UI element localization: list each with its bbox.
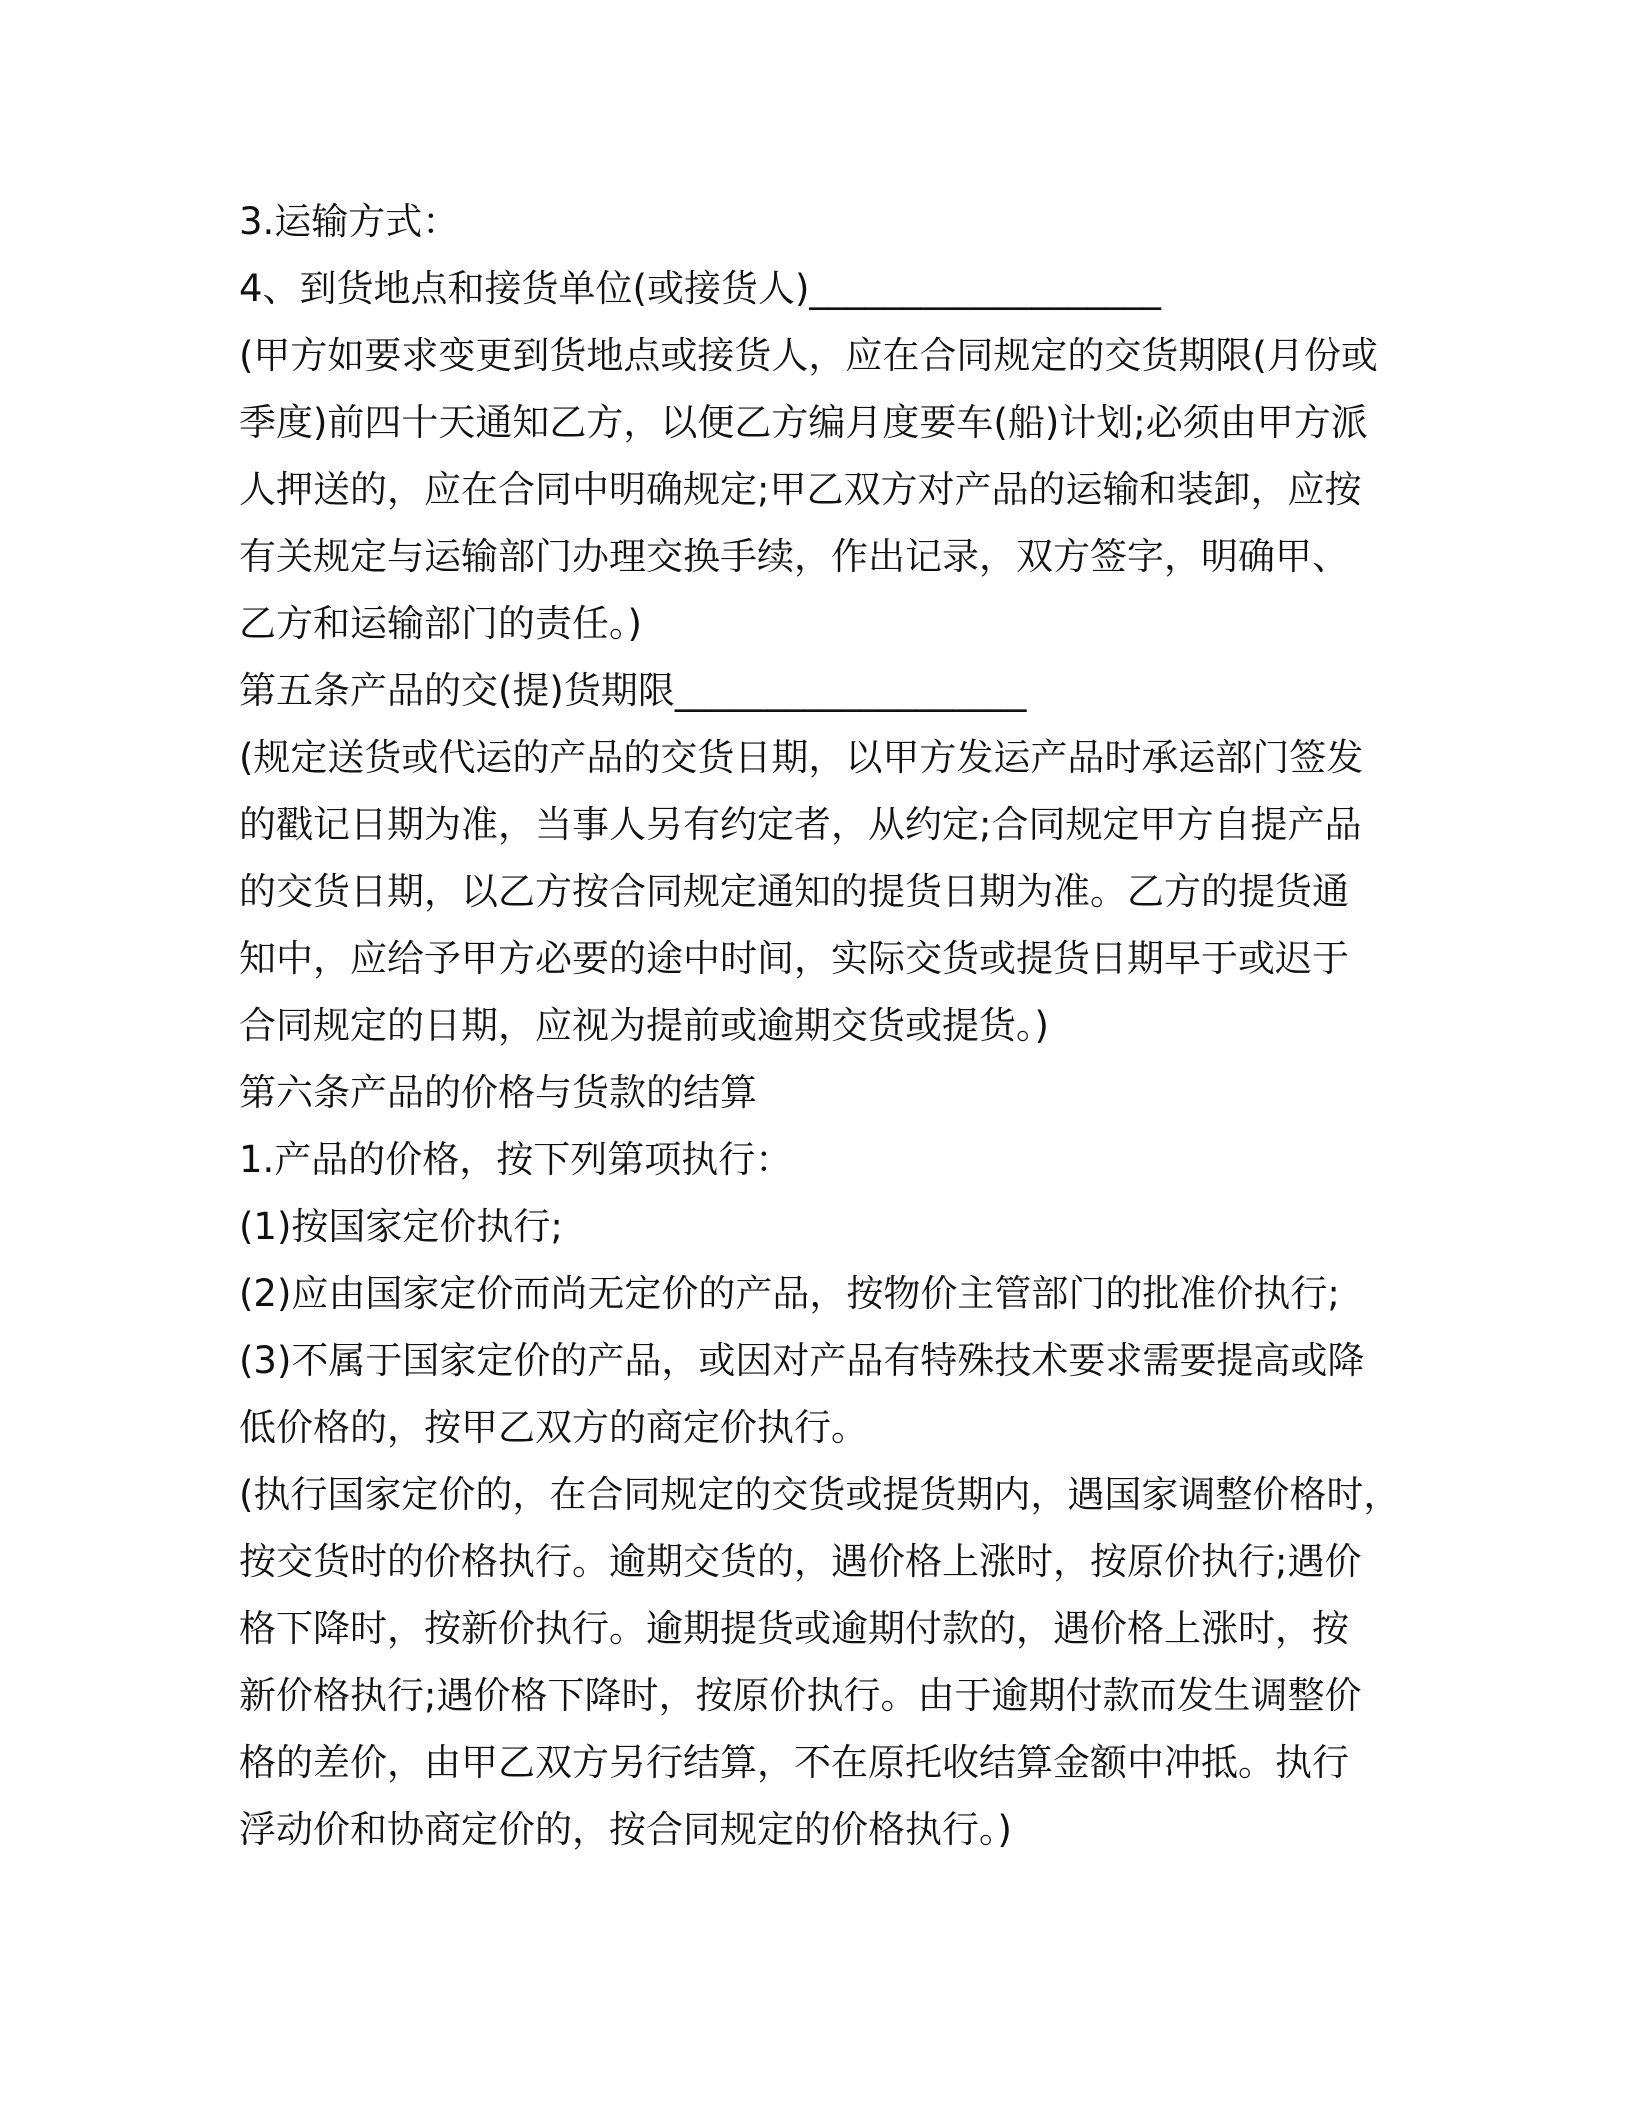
- text-line: (甲方如要求变更到货地点或接货人，应在合同规定的交货期限(月份或: [239, 334, 1378, 377]
- text-line: 人押送的，应在合同中明确规定;甲乙双方对产品的运输和装卸，应按: [239, 468, 1362, 511]
- text-line: 季度)前四十天通知乙方，以便乙方编月度要车(船)计划;必须由甲方派: [239, 401, 1368, 444]
- text-line: 格的差价，由甲乙双方另行结算，不在原托收结算金额中冲抵。执行: [239, 1741, 1349, 1784]
- text-line: 新价格执行;遇价格下降时，按原价执行。由于逾期付款而发生调整价: [239, 1674, 1362, 1717]
- text-line: (规定送货或代运的产品的交货日期，以甲方发运产品时承运部门签发: [239, 736, 1364, 779]
- text-line: 第六条产品的价格与货款的结算: [239, 1071, 757, 1114]
- text-line: 的戳记日期为准，当事人另有约定者，从约定;合同规定甲方自提产品: [239, 803, 1362, 846]
- text-line: 乙方和运输部门的责任。): [239, 602, 642, 645]
- text-line: 低价格的，按甲乙双方的商定价执行。: [239, 1406, 868, 1449]
- text-line: 合同规定的日期，应视为提前或逾期交货或提货。): [239, 1004, 1049, 1047]
- text-line: (2)应由国家定价而尚无定价的产品，按物价主管部门的批准价执行;: [239, 1272, 1340, 1315]
- text-line: 按交货时的价格执行。逾期交货的，遇价格上涨时，按原价执行;遇价: [239, 1540, 1362, 1583]
- text-line: 3.运输方式：: [239, 200, 460, 243]
- text-line: 格下降时，按新价执行。逾期提货或逾期付款的，遇价格上涨时，按: [239, 1607, 1349, 1650]
- text-line: 知中，应给予甲方必要的途中时间，实际交货或提货日期早于或迟于: [239, 937, 1349, 980]
- text-line: 第五条产品的交(提)货期限___________________: [239, 669, 1027, 712]
- text-line: 的交货日期，以乙方按合同规定通知的提货日期为准。乙方的提货通: [239, 870, 1349, 913]
- contract-text: [239, 188, 1429, 1863]
- text-line: 4、到货地点和接货单位(或接货人)___________________: [239, 267, 1161, 310]
- text-line: 1.产品的价格，按下列第项执行：: [239, 1138, 793, 1181]
- text-line: (3)不属于国家定价的产品，或因对产品有特殊技术要求需要提高或降: [239, 1339, 1365, 1382]
- text-line: (1)按国家定价执行;: [239, 1205, 563, 1248]
- text-line: (执行国家定价的，在合同规定的交货或提货期内，遇国家调整价格时，: [239, 1473, 1401, 1516]
- text-line: 有关规定与运输部门办理交换手续，作出记录，双方签字，明确甲、: [239, 535, 1349, 578]
- text-line: 浮动价和协商定价的，按合同规定的价格执行。): [239, 1808, 1012, 1851]
